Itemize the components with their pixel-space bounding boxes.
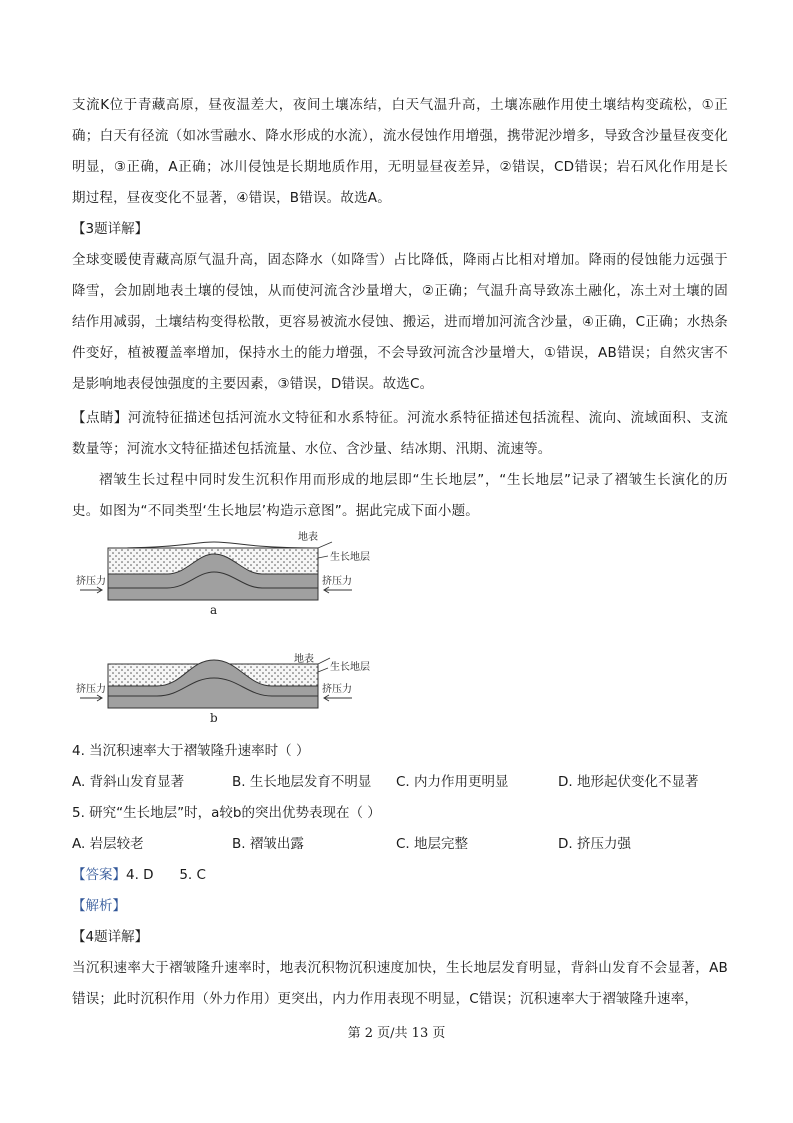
q5-option-c: C. 地层完整 (396, 836, 469, 852)
prev-explanation: 支流K位于青藏高原，昼夜温差大，夜间土壤冻结，白天气温升高，土壤冻融作用使土壤结构变疏松，①正确；白天有径流（如冰雪融水、降水形成的水流），流水侵蚀作用增强，携带泥沙增多，导致含沙量昼夜变化明显，③正确，A正确；冰川侵蚀是长期地质作用，无明显昼夜差异，②错误，CD错误；岩石风化作用是长期过程，昼夜变化不显著，④错误，B错误。故选A。 (72, 97, 728, 206)
q4-detail-text: 当沉积速率大于褶皱隆升速率时，地表沉积物沉积速度加快，生长地层发育明显，背斜山发育不会显著，AB错误；此时沉积作用（外力作用）更突出，内力作用表现不明显，C错误；沉积速率大于褶皱隆升速率， (72, 960, 728, 1007)
label-growth-b: 生长地层 (330, 662, 370, 673)
page-footer: 第 2 页/共 13 页 (347, 1026, 446, 1041)
label-growth-a: 生长地层 (330, 552, 370, 563)
q4-stem: 4. 当沉积速率大于褶皱隆升速率时（ ） (72, 743, 310, 759)
answer-text: 4. D 5. C (126, 867, 206, 883)
caption-a: a (210, 603, 218, 617)
intro-paragraph: 褶皱生长过程中同时发生沉积作用而形成的地层即“生长地层”，“生长地层”记录了褶皱生长演化的历史。如图为“不同类型‘生长地层’构造示意图”。据此完成下面小题。 (72, 472, 728, 519)
answer-label: 【答案】 (72, 867, 126, 883)
q4-option-a: A. 背斜山发育显著 (72, 774, 185, 790)
arrow-right-icon (80, 695, 102, 701)
q4-option-b: B. 生长地层发育不明显 (232, 774, 372, 790)
label-force-right-b: 挤压力 (322, 684, 352, 695)
label-force-right-a: 挤压力 (322, 576, 352, 587)
q4-option-d: D. 地形起伏变化不显著 (558, 774, 699, 790)
analysis-label: 【解析】 (72, 898, 126, 914)
tip-label: 【点睛】 (72, 410, 128, 426)
tip-paragraph (72, 403, 728, 465)
answer-line (72, 860, 206, 891)
q5-option-a: A. 岩层较老 (72, 836, 144, 852)
diagram-b (72, 650, 372, 728)
diagram-a (72, 530, 372, 620)
label-force-left-a: 挤压力 (76, 576, 106, 587)
q3-explanation: 全球变暖使青藏高原气温升高，固态降水（如降雪）占比降低，降雨占比相对增加。降雨的侵蚀能力远强于降雪，会加剧地表土壤的侵蚀，从而使河流含沙量增大，②正确；气温升高导致冻土融化，冻土对土壤的固结作用减弱，土壤结构变得松散，更容易被流水侵蚀、搬运，进而增加河流含沙量，④正确，C正确；水热条件变好，植被覆盖率增加，保持水土的能力增强，不会导致河流含沙量增大，①错误，AB错误；自然灾害不是影响地表侵蚀强度的主要因素，③错误，D错误。故选C。 (72, 252, 728, 392)
arrow-right-icon (80, 587, 102, 593)
label-force-left-b: 挤压力 (76, 684, 106, 695)
q4-option-c: C. 内力作用更明显 (396, 774, 509, 790)
label-surface-a: 地表 (298, 532, 318, 543)
q5-option-b: B. 褶皱出露 (232, 836, 304, 852)
q3-heading: 【3题详解】 (72, 221, 149, 237)
caption-b: b (210, 711, 218, 725)
tip-text: 河流特征描述包括河流水文特征和水系特征。河流水系特征描述包括流程、流向、流域面积、支流数量等；河流水文特征描述包括流量、水位、含沙量、结冰期、汛期、流速等。 (72, 410, 728, 457)
q5-stem: 5. 研究“生长地层”时，a较b的突出优势表现在（ ） (72, 805, 381, 821)
arrow-left-icon (324, 695, 352, 701)
q5-option-d: D. 挤压力强 (558, 836, 631, 852)
q4-detail-heading: 【4题详解】 (72, 929, 149, 945)
arrow-left-icon (324, 587, 352, 593)
label-surface-b: 地表 (294, 654, 314, 665)
